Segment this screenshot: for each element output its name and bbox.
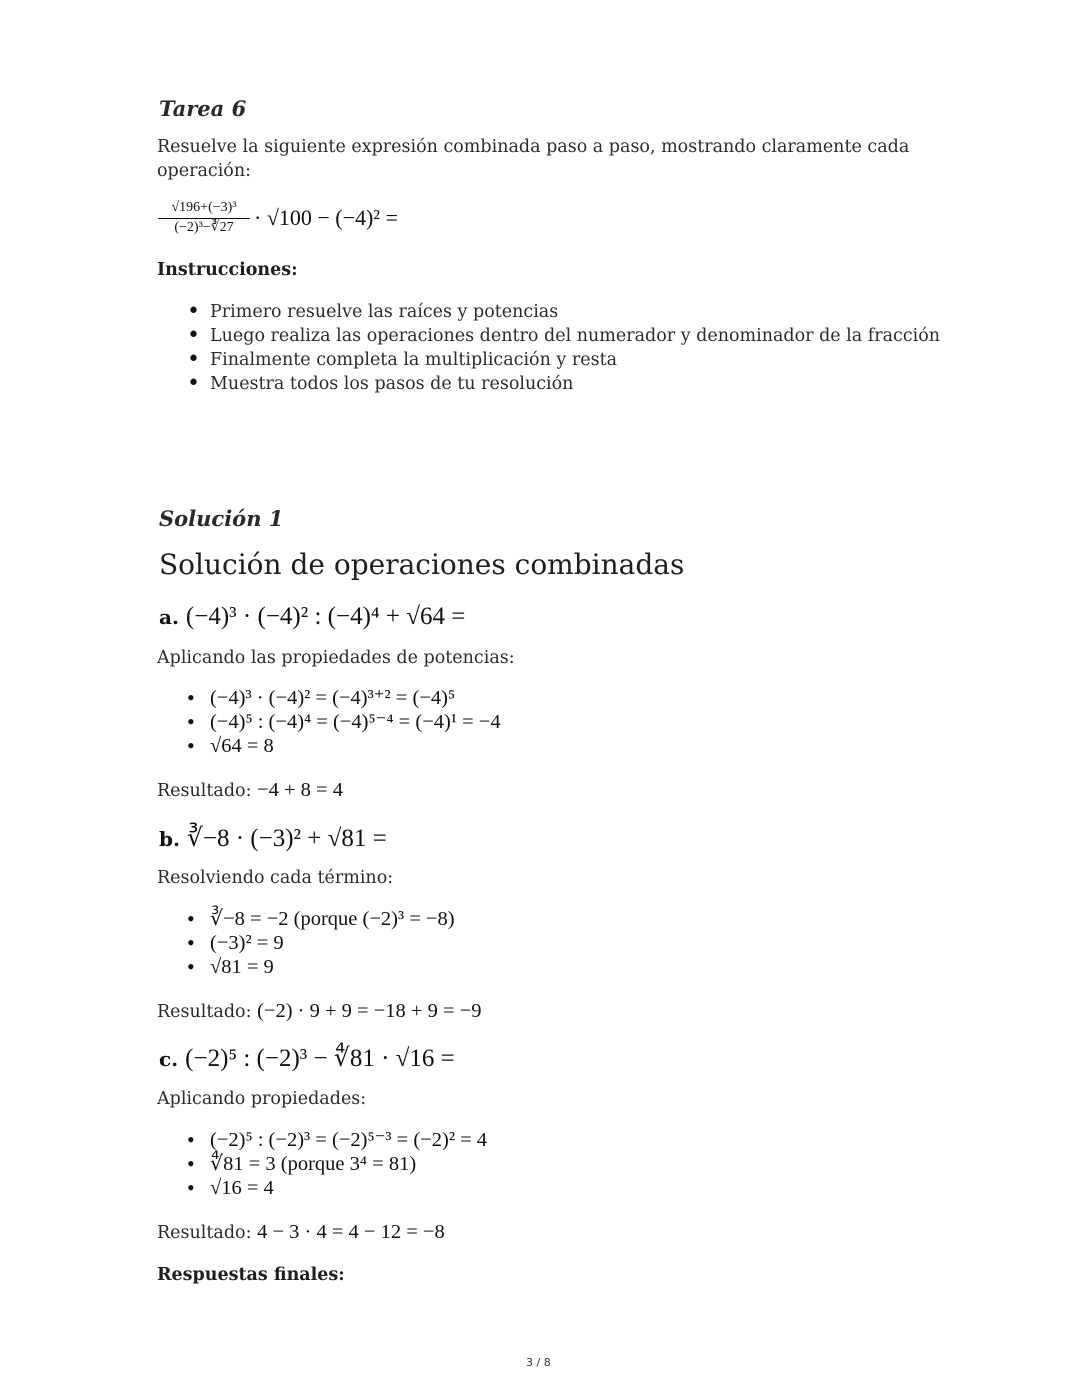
- part-a-result-label: Resultado:: [157, 781, 252, 801]
- fraction-denominator: (−2)³−∛27: [174, 220, 234, 235]
- task-intro-line-2: operación:: [157, 161, 251, 181]
- list-item: • √64 = 8: [157, 734, 501, 758]
- list-item: • (−3)² = 9: [157, 931, 455, 955]
- page-number: 3 / 8: [526, 1356, 551, 1369]
- part-a-heading: [159, 603, 465, 631]
- part-b-label: b.: [159, 827, 180, 851]
- instructions-label: Instrucciones:: [157, 260, 298, 280]
- part-b-steps: [157, 907, 455, 979]
- part-a-intro: Aplicando las propiedades de potencias:: [157, 648, 515, 668]
- fraction-numerator: √196+(−3)³: [158, 200, 250, 219]
- part-c-label: c.: [159, 1047, 179, 1071]
- part-c-result: [157, 1221, 445, 1244]
- task-expression-fraction: [158, 200, 250, 236]
- list-item: • √81 = 9: [157, 955, 455, 979]
- list-item: • ∛−8 = −2 (porque (−2)³ = −8): [157, 907, 455, 931]
- part-b-intro: Resolviendo cada término:: [157, 868, 394, 888]
- final-answers-label: Respuestas finales:: [157, 1265, 345, 1285]
- task-heading: Tarea 6: [159, 96, 247, 121]
- list-item: • ∜81 = 3 (porque 3⁴ = 81): [157, 1152, 487, 1176]
- list-item: • Primero resuelve las raíces y potencias: [157, 300, 940, 324]
- part-a-label: a.: [159, 605, 179, 629]
- list-item: • (−4)³ · (−4)² = (−4)³⁺² = (−4)⁵: [157, 686, 501, 710]
- part-c-intro: Aplicando propiedades:: [157, 1089, 367, 1109]
- list-item: • (−2)⁵ : (−2)³ = (−2)⁵⁻³ = (−2)² = 4: [157, 1128, 487, 1152]
- task-intro-line-1: Resuelve la siguiente expresión combinada paso a paso, mostrando claramente cada: [157, 137, 910, 157]
- part-c-result-label: Resultado:: [157, 1223, 252, 1243]
- part-a-expression: (−4)³ · (−4)² : (−4)⁴ + √64 =: [185, 603, 466, 630]
- part-c-steps: [157, 1128, 487, 1200]
- part-c-heading: [159, 1043, 455, 1073]
- instructions-list: [157, 300, 940, 396]
- list-item: • (−4)⁵ : (−4)⁴ = (−4)⁵⁻⁴ = (−4)¹ = −4: [157, 710, 501, 734]
- solution-heading: Solución 1: [159, 506, 284, 531]
- list-item: • Finalmente completa la multiplicación y resta: [157, 348, 940, 372]
- part-b-result-label: Resultado:: [157, 1002, 252, 1022]
- part-c-expression: (−2)⁵ : (−2)³ − ∜81 · √16 =: [185, 1045, 455, 1072]
- list-item: • Luego realiza las operaciones dentro del numerador y denominador de la fracción: [157, 324, 940, 348]
- part-a-result: [157, 779, 343, 802]
- part-b-result-value: (−2) · 9 + 9 = −18 + 9 = −9: [257, 1000, 482, 1022]
- solution-title: Solución de operaciones combinadas: [159, 548, 685, 581]
- list-item: • √16 = 4: [157, 1176, 487, 1200]
- part-b-result: [157, 1000, 481, 1023]
- part-c-result-value: 4 − 3 · 4 = 4 − 12 = −8: [257, 1221, 445, 1243]
- list-item: • Muestra todos los pasos de tu resolución: [157, 372, 940, 396]
- part-a-steps: [157, 686, 501, 758]
- part-b-expression: ∛−8 · (−3)² + √81 =: [186, 825, 387, 852]
- part-a-result-value: −4 + 8 = 4: [257, 779, 343, 801]
- part-b-heading: [159, 823, 387, 853]
- task-expression-rest: · √100 − (−4)² =: [254, 205, 398, 230]
